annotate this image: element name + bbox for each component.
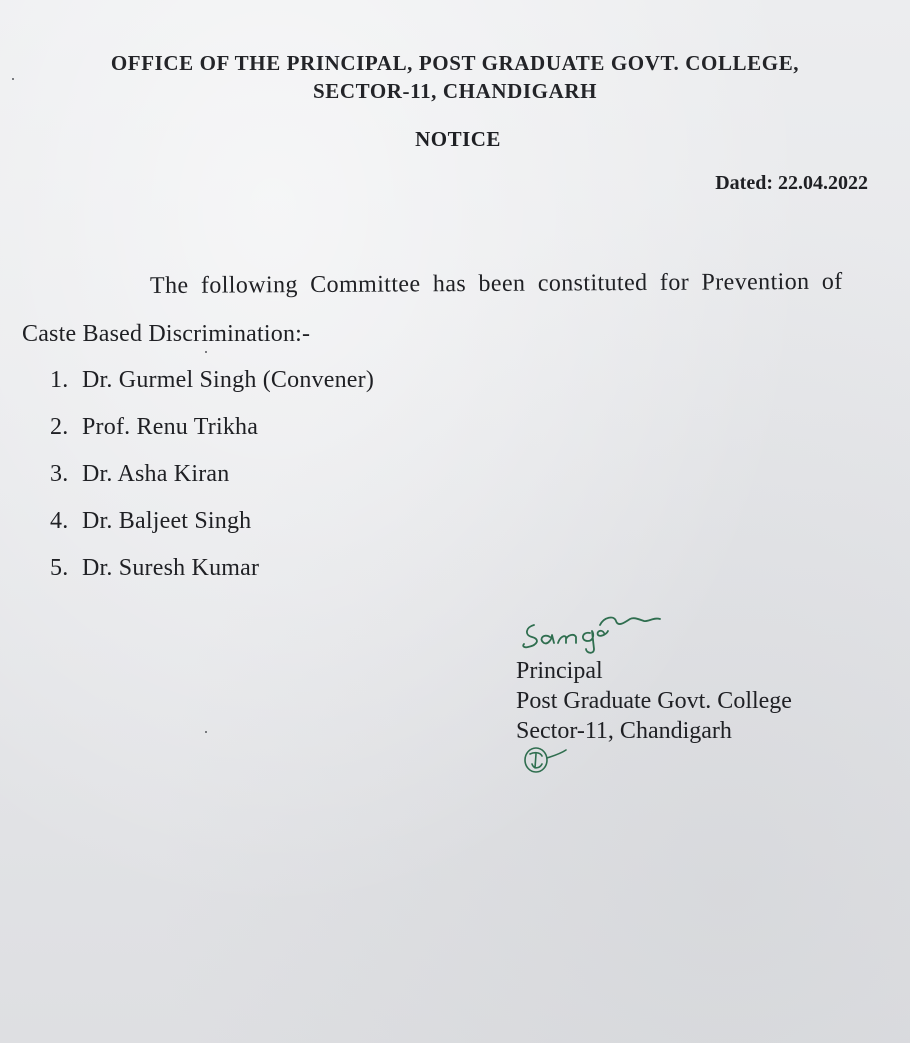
- committee-member: [50, 506, 374, 553]
- office-heading-line1: OFFICE OF THE PRINCIPAL, POST GRADUATE GOVT. COLLEGE,: [110, 51, 800, 75]
- committee-member: [50, 365, 374, 412]
- member-number: 2.: [50, 414, 69, 440]
- notice-title: NOTICE: [415, 127, 501, 151]
- member-number: 4.: [50, 508, 69, 534]
- member-number: 1.: [50, 367, 69, 393]
- principal-signature: [520, 603, 670, 655]
- notice-paragraph-line1: The following Committee has been constituted for Prevention of: [149, 268, 843, 299]
- paper-speck: [12, 78, 14, 80]
- member-name: Dr. Asha Kiran: [82, 461, 230, 487]
- member-name: Dr. Suresh Kumar: [82, 555, 260, 581]
- initial-mark-icon: [520, 744, 570, 776]
- paper-speck: [205, 731, 207, 733]
- notice-paragraph-line2: Caste Based Discrimination:-: [22, 321, 311, 347]
- office-heading-line2: SECTOR-11, CHANDIGARH: [312, 79, 598, 103]
- committee-member: [50, 412, 374, 459]
- notice-date: Dated: 22.04.2022: [715, 172, 868, 194]
- signatory-location: Sector-11, Chandigarh: [516, 718, 732, 744]
- member-name: Dr. Gurmel Singh (Convener): [82, 367, 375, 393]
- signatory-block: [516, 656, 792, 746]
- member-name: Prof. Renu Trikha: [82, 414, 259, 440]
- member-number: 5.: [50, 555, 69, 581]
- member-name: Dr. Baljeet Singh: [82, 508, 252, 534]
- committee-member: [50, 459, 374, 506]
- signatory-designation: Principal: [516, 658, 603, 684]
- committee-member-list: [50, 365, 374, 600]
- committee-member: [50, 553, 374, 600]
- member-number: 3.: [50, 461, 69, 487]
- signatory-institution: Post Graduate Govt. College: [516, 688, 792, 714]
- paper-speck: [205, 351, 207, 353]
